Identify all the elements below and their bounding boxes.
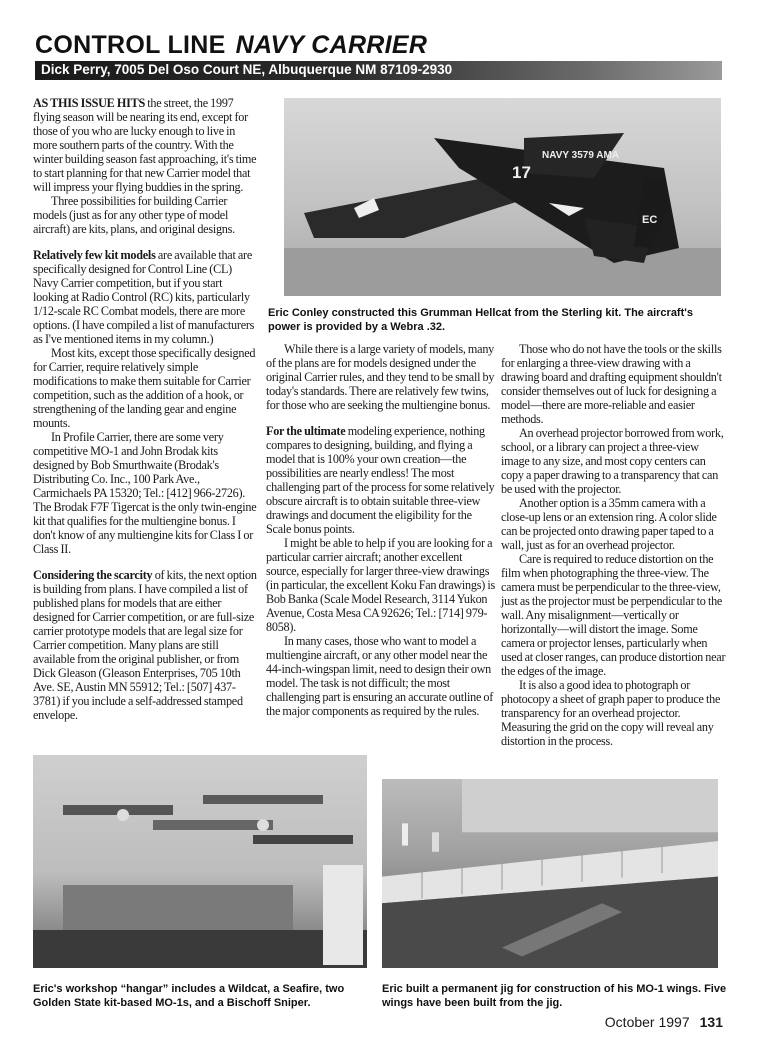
- article-column-1: [33, 96, 257, 722]
- article-paragraph: [33, 430, 257, 556]
- paragraph-text: Those who do not have the tools or the skills for enlarging a three-view drawing with a drawing board and drafting equipment shouldn't consider themselves out of luck for designing a model—there are more-reliable and easier methods.: [501, 342, 722, 426]
- hellcat-airplane-image: [284, 98, 721, 296]
- page-number: 131: [699, 1014, 723, 1030]
- article-paragraph: [501, 496, 727, 552]
- article-paragraph: [266, 536, 496, 634]
- article-paragraph: [33, 194, 257, 236]
- article-column-3: [501, 342, 727, 748]
- paragraph-text: It is also a good idea to photograph or photocopy a sheet of graph paper to produce the transparency for an overhead projector. Measuring the grid on the copy will reveal any distortion in the process.: [501, 678, 721, 748]
- workshop-caption: Eric's workshop “hangar” includes a Wildcat, a Seafire, two Golden State kit-based MO-1s, and a Bischoff Sniper.: [33, 983, 345, 1009]
- rudder-marking: EC: [642, 214, 658, 226]
- hellcat-photo: [284, 98, 721, 296]
- page-footer: [605, 1014, 723, 1030]
- wing-jig-photo: [382, 779, 718, 968]
- article-paragraph: [33, 346, 257, 430]
- hellcat-caption: Eric Conley constructed this Grumman Hellcat from the Sterling kit. The aircraft's power is provided by a Webra .32.: [268, 307, 693, 333]
- tail-marking: NAVY 3579 AMA: [542, 150, 620, 161]
- article-paragraph: [266, 424, 496, 536]
- paragraph-text: While there is a large variety of models, many of the plans are for models designed under the original Carrier rules, and they tend to be small by today's standards. There are relatively few twins, for those who are seeking the multiengine bonus.: [266, 342, 495, 412]
- paragraph-text: are available that are specifically designed for Control Line (CL) Navy Carrier competition, but if you start looking at Radio Control (RC) kits, particularly 1/12-scale RC Combat models, there are more options. (I have compiled a list of manufacturers as I've mentioned items in my column.): [33, 248, 255, 346]
- paragraph-text: Care is required to reduce distortion on the film when photographing the three-view. The camera must be perpendicular to the three-view, just as the projector must be perpendicular to the wall. Any misalignment—vertically or horizontally—will distort the image. Some camera or projector lenses, particularly when used at closer ranges, can produce distortion near the edges of the image.: [501, 552, 726, 678]
- paragraph-text: Most kits, except those specifically designed for Carrier, require relatively simple modifications to make them suitable for Carrier competition, such as the addition of a hook, or strengthening of the landing gear and engine mounts.: [33, 346, 256, 430]
- wing-jig-image: [382, 779, 718, 968]
- paragraph-text: An overhead projector borrowed from work, school, or a library can project a three-view image to any size, and most copy centers can copy a paper drawing to a transparency that can be used with the projector.: [501, 426, 724, 496]
- wing-jig-caption: Eric built a permanent jig for construction of his MO-1 wings. Five wings have been built from the jig.: [382, 983, 727, 1009]
- article-paragraph: [33, 568, 257, 722]
- page-title: [35, 31, 427, 60]
- author-banner: [35, 61, 722, 80]
- paragraph-text: modeling experience, nothing compares to designing, building, and flying a model that is 100% your own creation—the possibilities are nearly endless! The most challenging part of the process for some relatively obscure aircraft is to obtain suitable three-view drawings and document the eligibility for the Scale bonus points.: [266, 424, 495, 536]
- paragraph-text: Another option is a 35mm camera with a close-up lens or an extension ring. A color slide can be projected onto drawing paper taped to a wall, just as for an overhead projector.: [501, 496, 717, 552]
- workshop-photo: [33, 755, 367, 968]
- paragraph-lead-in: Considering the scarcity: [33, 568, 153, 582]
- paragraph-text: of kits, the next option is building from plans. I have compiled a list of published plans for models that are either designed for Carrier competition, or are full-size carrier prototype models that are legal size for Carrier competition. Many plans are still available from the original publisher, or from Dick Gleason (Gleason Enterprises, 705 10th Ave. SE, Austin MN 55912; Tel.: [507] 437-3781) if you include a self-addressed stamped envelope.: [33, 568, 257, 722]
- article-paragraph: [266, 634, 496, 718]
- article-paragraph: [501, 426, 727, 496]
- paragraph-text: In many cases, those who want to model a multiengine aircraft, or any other model near the 44-inch-wingspan limit, need to design their own model. The task is not difficult; the most challenging part is ensuring an accurate outline of the major components as required by the rules.: [266, 634, 494, 718]
- paragraph-text: Three possibilities for building Carrier models (just as for any other type of model aircraft) are kits, plans, and original designs.: [33, 194, 235, 236]
- paragraph-text: In Profile Carrier, there are some very competitive MO-1 and John Brodak kits designed by Bob Smurthwaite (Brodak's Distributing Co. Inc., 100 Park Ave., Carmichaels PA 15320; Tel.: [412] 966-2726). The Brodak F7F Tigercat is the only twin-engine kit that qualifies for the multiengine bonus. I don't know of any multiengine kits for Class I or Class II.: [33, 430, 257, 556]
- paragraph-lead-in: For the ultimate: [266, 424, 346, 438]
- column-name: CONTROL LINE: [35, 31, 226, 59]
- issue-date: October 1997: [604, 1014, 690, 1030]
- paragraph-lead-in: Relatively few kit models: [33, 248, 156, 262]
- article-paragraph: [33, 248, 257, 346]
- column-subject: NAVY CARRIER: [235, 31, 428, 59]
- author-address: Dick Perry, 7005 Del Oso Court NE, Albuquerque NM 87109-2930: [41, 62, 453, 77]
- workshop-image: [33, 755, 367, 968]
- fuselage-number: 17: [512, 163, 531, 182]
- paragraph-lead-in: AS THIS ISSUE HITS: [33, 96, 145, 110]
- article-paragraph: [266, 342, 496, 412]
- article-paragraph: [33, 96, 257, 194]
- article-column-2: [266, 342, 496, 718]
- article-paragraph: [501, 678, 727, 748]
- article-paragraph: [501, 342, 727, 426]
- paragraph-text: the street, the 1997 flying season will be nearing its end, except for those of you who are lucky enough to live in more southern parts of the country. With the winter building season fast approaching, it's time to start planning for that new Carrier model that will impress your flying buddies in the spring.: [33, 96, 257, 194]
- paragraph-text: I might be able to help if you are looking for a particular carrier aircraft; another excellent source, especially for larger three-view drawings (in particular, the excellent Koku Fan drawings) is Bob Banka (Scale Model Research, 3114 Yukon Avenue, Costa Mesa CA 92626; Tel.: [714] 979-8058).: [266, 536, 495, 634]
- article-paragraph: [501, 552, 727, 678]
